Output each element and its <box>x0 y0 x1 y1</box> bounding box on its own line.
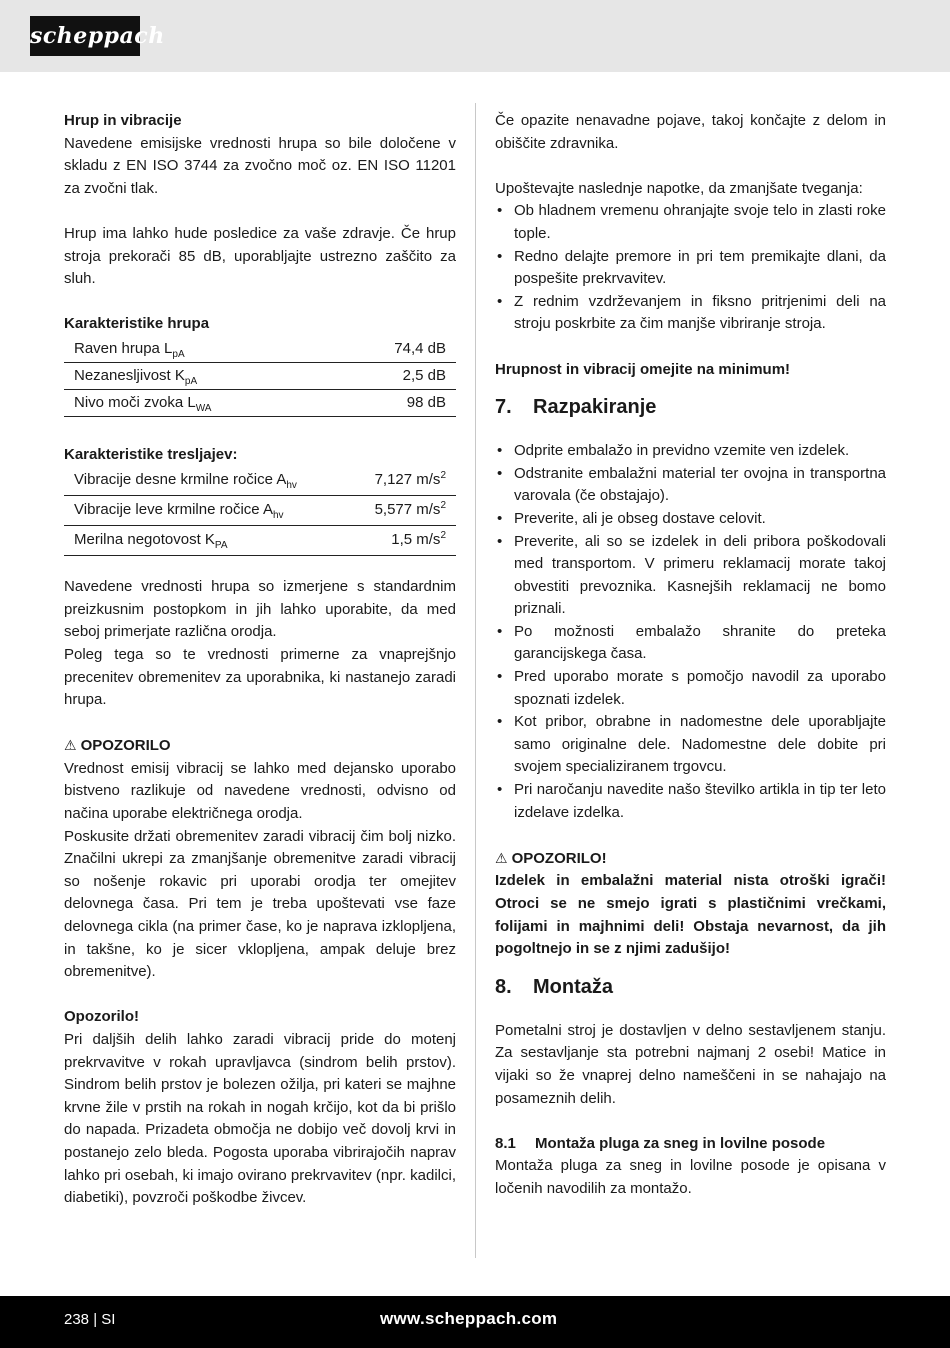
noise-table <box>64 336 456 417</box>
warning-paragraph: Vrednost emisij vibracij se lahko med dejansko uporabo bistveno razlikuje od navedene vrednosti, odvisno od načina uporabe električnega orodja. <box>64 759 456 823</box>
table-cell-label: Vibracije leve krmilne ročice $A_{hv}$ <box>64 496 349 526</box>
warning-paragraph-2: Poskusite držati obremenitev zaradi vibracij čim bolj nizko. Značilni ukrepi za zmanjšanje obremenitve zaradi vibracij so nošenje rokavic pri uporabi orodja ter omejitev delovnega časa. Pri tem je treba upoštevati vse faze delovnega cikla (na primer čase, ko je naprava izklopljena, in takšne, ko je sicer vklopljena, ampak deluje brez obremenitve). <box>64 827 456 981</box>
measurement-paragraph: Navedene vrednosti hrupa so izmerjene s standardnim preizkusnim postopkom in jih lahko uporabite, da med seboj primerjate različna orodja. <box>64 578 456 641</box>
measurement-paragraph-2: Poleg tega so te vrednosti primerne za vnaprejšnjo precenitev obremenitev za uporabnika, ki nastanejo zaradi hrupa. <box>64 645 456 709</box>
warning-heading: ⚠ OPOZORILO <box>64 734 456 758</box>
list-item: • Redno delajte premore in pri tem premikajte dlani, da pospešite prekrvavitev. <box>495 246 886 291</box>
packaging-warning-text: Izdelek in embalažni material nista otroški igrači! Otroci se ne smejo igrati s plastičnimi vrečkami, folijami in majhnimi deli! Obstaja nevarnost, da jih pogoltnejo in se z njimi zadušijo! <box>495 872 886 958</box>
table-cell-value: 7,127 $m/s^2$ <box>349 466 456 496</box>
vibration-table <box>64 466 456 556</box>
table-cell-value: 98 dB <box>333 389 456 416</box>
symptoms-paragraph: Če opazite nenavadne pojave, takoj končajte z delom in obiščite zdravnika. <box>495 112 886 152</box>
list-item: • Po možnosti embalažo shranite do preteka garancijskega časa. <box>495 621 886 666</box>
subsection-8-1-paragraph: Montaža pluga za sneg in lovilne posode je opisana v ločenih navodilih za montažo. <box>495 1157 886 1197</box>
table-cell-label: Nezanesljivost $K_{pA}$ <box>64 362 333 389</box>
unpacking-list <box>495 440 886 824</box>
packaging-warning-heading: ⚠ OPOZORILO! <box>495 847 886 871</box>
warning-triangle-icon: ⚠ <box>495 849 508 866</box>
assembly-paragraph: Pometalni stroj je dostavljen v delno sestavljenem stanju. Za sestavljanje sta potrebni najmanj 2 osebi! Matice in vijaki so že vnaprej delno nameščeni in se nahajajo na posameznih delih. <box>495 1021 886 1107</box>
website-link[interactable]: www.scheppach.com <box>380 1309 558 1328</box>
list-item: • Z rednim vzdrževanjem in fiksno pritrjenimi deli na stroju poskrbite za čim manjše vibriranje stroja. <box>495 291 886 336</box>
noise-heading: Hrup in vibracije <box>64 112 182 129</box>
warning-triangle-icon: ⚠ <box>64 737 77 754</box>
table-cell-label: Vibracije desne krmilne ročice $A_{hv}$ <box>64 466 349 496</box>
section-8-heading: 8. Montaža <box>495 975 613 998</box>
page-number: 238 | SI <box>64 1311 116 1328</box>
list-item: • Pri naročanju navedite našo številko artikla in tip ter leto izdelave izdelka. <box>495 779 886 824</box>
table-row <box>64 362 456 389</box>
noise-characteristics-heading: Karakteristike hrupa <box>64 315 210 333</box>
list-item: • Preverite, ali so se izdelek in deli pribora poškodovali med transportom. V primeru reklamacij morate takoj obvestiti prevoznika. Kasnejših reklamacij ne bomo priznali. <box>495 531 886 621</box>
table-cell-value: 2,5 dB <box>333 362 456 389</box>
table-cell-value: 5,577 $m/s^2$ <box>349 496 456 526</box>
table-cell-value: 74,4 dB <box>333 336 456 363</box>
page-footer <box>0 1296 950 1348</box>
list-item: • Pred uporabo morate s pomočjo navodil za uporabo spoznati izdelek. <box>495 666 886 711</box>
table-row <box>64 389 456 416</box>
tips-intro: Upoštevajte naslednje napotke, da zmanjšate tveganja: <box>495 179 863 197</box>
table-row <box>64 336 456 363</box>
section-7-heading: 7. Razpakiranje <box>495 396 657 419</box>
table-cell-label: Nivo moči zvoka $L_{WA}$ <box>64 389 333 416</box>
brand-logo: scheppach <box>30 16 140 56</box>
minimize-note: Hrupnost in vibracij omejite na minimum! <box>495 360 791 378</box>
list-item: • Odprite embalažo in previdno vzemite ven izdelek. <box>495 440 886 463</box>
left-column <box>64 110 456 1210</box>
caution-paragraph: Pri daljših delih lahko zaradi vibracij pride do motenj prekrvavitve v rokah upravljavca (sindrom belih prstov). Sindrom belih prstov je bolezen ožilja, pri kateri se majhne krvne žile v prstih na rokah in nogah krčijo, kot da bi prišlo do napada. Prizadeta območja ne dobijo več dovolj krvi in postanejo zelo bleda. Pogosta uporaba vibrirajočih naprav lahko pri osebah, ki imajo ovirano prekrvavitev (npr. kadilci, diabetiki), povzroči poškodbe živcev. <box>64 1031 456 1207</box>
noise-health-paragraph: Hrup ima lahko hude posledice za vaše zdravje. Če hrup stroja prekorači 85 dB, uporabljajte ustrezno zaščito za sluh. <box>64 224 456 288</box>
right-column <box>495 110 886 1201</box>
caution-heading: Opozorilo! <box>64 1008 139 1026</box>
list-item: • Ob hladnem vremenu ohranjajte svoje telo in zlasti roke tople. <box>495 200 886 245</box>
list-item: • Preverite, ali je obseg dostave celovit. <box>495 508 886 531</box>
table-row <box>64 496 456 526</box>
tips-list <box>495 200 886 336</box>
list-item: • Kot pribor, obrabne in nadomestne dele uporabljajte samo originalne dele. Nadomestne dele dobite pri svojem specializiranem trgovcu. <box>495 711 886 779</box>
table-cell-label: Raven hrupa $L_{pA}$ <box>64 336 333 363</box>
column-divider <box>475 103 476 1258</box>
vibration-characteristics-heading: Karakteristike tresljajev: <box>64 445 238 463</box>
page-header <box>0 0 950 72</box>
table-cell-value: 1,5 $m/s^2$ <box>349 526 456 556</box>
table-row <box>64 526 456 556</box>
noise-paragraph: Navedene emisijske vrednosti hrupa so bile določene v skladu z EN ISO 3744 za zvočno moč oz. EN ISO 11201 za zvočni tlak. <box>64 134 456 197</box>
subsection-8-1-heading: 8.1 Montaža pluga za sneg in lovilne posode <box>495 1134 826 1152</box>
list-item: • Odstranite embalažni material ter ovojna in transportna varovala (če obstajajo). <box>495 463 886 508</box>
table-cell-label: Merilna negotovost $K_{PA}$ <box>64 526 349 556</box>
table-row <box>64 466 456 496</box>
